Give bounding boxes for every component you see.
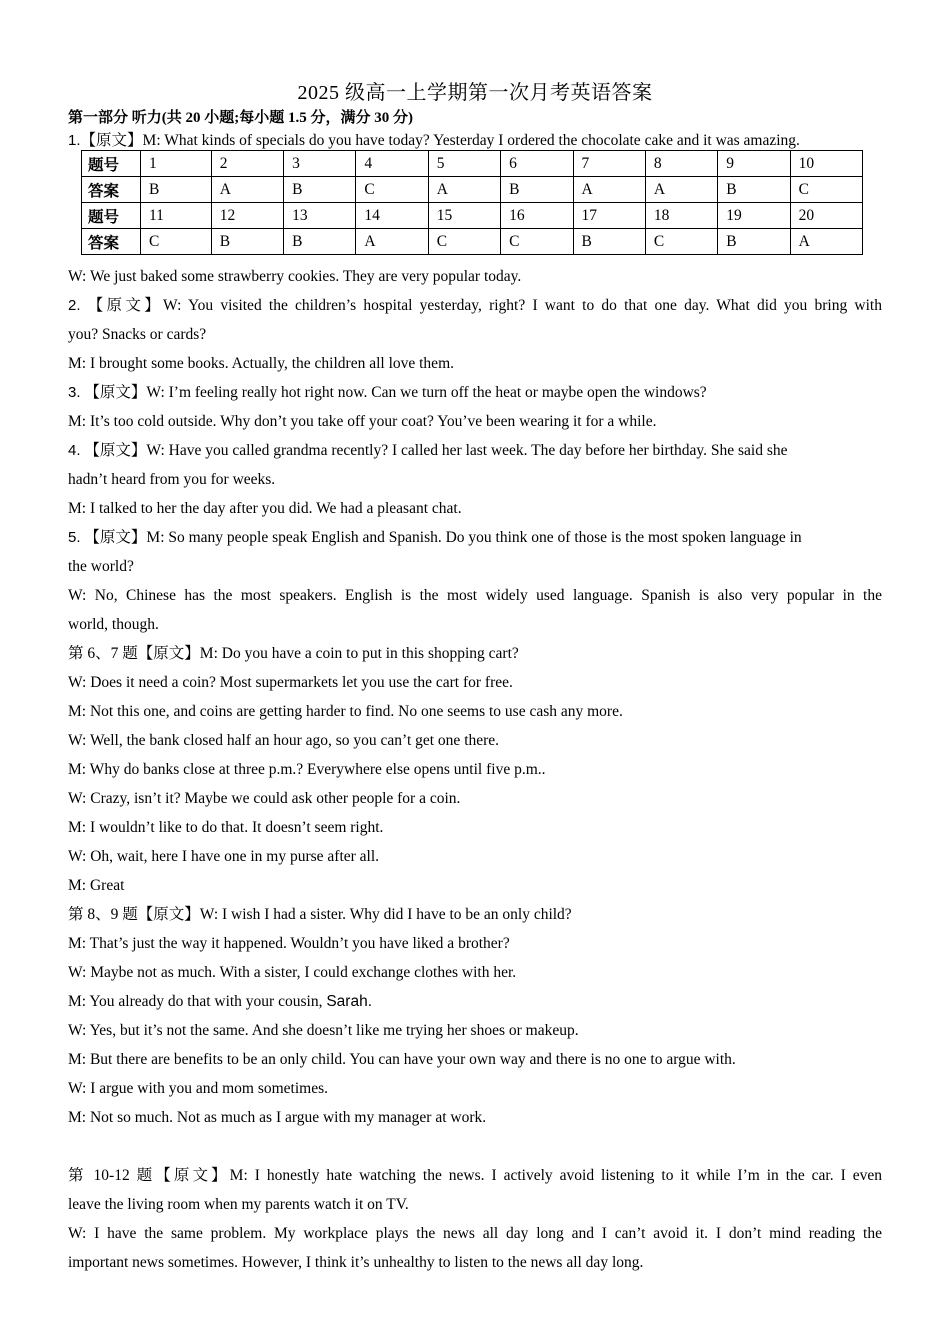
table-cell: 13	[284, 203, 356, 229]
transcript-line	[68, 987, 882, 1016]
transcript-line: M: Not this one, and coins are getting harder to find. No one seems to use cash any more.	[68, 703, 623, 720]
original-text-tag: 【原文】	[80, 132, 143, 149]
transcript-line	[68, 900, 882, 929]
transcript-line: important news sometimes. However, I think it’s unhealthy to listen to the news all day long.	[68, 1254, 644, 1271]
transcript-text: M: You already do that with your cousin,	[68, 993, 327, 1010]
transcript-line: the world?	[68, 558, 134, 575]
question-number: 4.	[68, 442, 81, 459]
answer-table-row	[82, 229, 863, 255]
transcript-line	[68, 291, 882, 320]
transcript-line: world, though.	[68, 616, 159, 633]
table-cell: A	[573, 177, 645, 203]
table-cell: A	[428, 177, 500, 203]
row-header: 题号	[82, 151, 141, 177]
table-cell: B	[141, 177, 212, 203]
table-cell: B	[718, 229, 790, 255]
transcript-line: M: I brought some books. Actually, the children all love them.	[68, 355, 454, 372]
table-cell: 4	[356, 151, 428, 177]
transcript-line	[68, 378, 882, 407]
answer-table	[81, 150, 863, 255]
paragraph-gap	[68, 1132, 882, 1161]
table-cell: 3	[284, 151, 356, 177]
table-cell: 9	[718, 151, 790, 177]
table-cell: C	[141, 229, 212, 255]
transcript-line	[68, 436, 882, 465]
row-header: 题号	[82, 203, 141, 229]
table-cell: 16	[501, 203, 573, 229]
original-text-tag: 【原文】	[137, 645, 200, 662]
transcript-line: M: That’s just the way it happened. Wouldn’t you have liked a brother?	[68, 935, 510, 952]
table-cell: 8	[645, 151, 717, 177]
table-cell: B	[211, 229, 283, 255]
transcript-line	[68, 639, 882, 668]
answer-table-row	[82, 203, 863, 229]
table-cell: C	[356, 177, 428, 203]
transcript-line: W: Oh, wait, here I have one in my purse after all.	[68, 848, 380, 865]
transcript-text: Sarah.	[326, 993, 372, 1010]
table-cell: C	[645, 229, 717, 255]
question-group-label: 第 10-12 题	[68, 1167, 156, 1184]
transcript-line: W: Well, the bank closed half an hour ago, so you can’t get one there.	[68, 732, 500, 749]
transcript-line: you? Snacks or cards?	[68, 326, 207, 343]
table-cell: 18	[645, 203, 717, 229]
transcript-body	[68, 262, 882, 1277]
table-cell: 17	[573, 203, 645, 229]
question-group-label: 第 8、9 题	[68, 906, 138, 923]
transcript-text: M: What kinds of specials do you have today? Yesterday I ordered the chocolate cake and it was amazing.	[142, 132, 800, 149]
row-header: 答案	[82, 177, 141, 203]
transcript-text: W: You visited the children’s hospital yesterday, right? I want to do that one day. What did you bring with	[163, 297, 882, 314]
transcript-text: W: I’m feeling really hot right now. Can we turn off the heat or maybe open the windows?	[146, 384, 707, 401]
table-cell: 12	[211, 203, 283, 229]
table-cell: 10	[790, 151, 862, 177]
transcript-line: M: But there are benefits to be an only child. You can have your own way and there is no one to argue with.	[68, 1051, 736, 1068]
transcript-line: W: Crazy, isn’t it? Maybe we could ask other people for a coin.	[68, 790, 461, 807]
transcript-line: W: Maybe not as much. With a sister, I could exchange clothes with her.	[68, 964, 517, 981]
table-cell: 11	[141, 203, 212, 229]
row-header: 答案	[82, 229, 141, 255]
table-cell: C	[428, 229, 500, 255]
table-cell: B	[573, 229, 645, 255]
original-text-tag: 【原文】	[155, 1167, 230, 1184]
table-cell: C	[501, 229, 573, 255]
table-cell: 15	[428, 203, 500, 229]
transcript-line: W: Yes, but it’s not the same. And she doesn’t like me trying her shoes or makeup.	[68, 1022, 579, 1039]
original-text-tag: 【原文】	[84, 529, 147, 546]
transcript-line: W: I have the same problem. My workplace plays the news all day long and I can’t avoid it. I don’t mind reading the	[68, 1225, 882, 1242]
original-text-tag: 【原文】	[84, 384, 147, 401]
answer-table-row	[82, 177, 863, 203]
transcript-line	[68, 1161, 882, 1190]
question-number: 1.	[68, 132, 81, 149]
transcript-line: M: I talked to her the day after you did. We had a pleasant chat.	[68, 500, 462, 517]
transcript-text: M: I honestly hate watching the news. I actively avoid listening to it while I’m in the car. I even	[229, 1167, 882, 1184]
table-cell: 14	[356, 203, 428, 229]
transcript-line: M: Not so much. Not as much as I argue with my manager at work.	[68, 1109, 487, 1126]
transcript-line: leave the living room when my parents watch it on TV.	[68, 1196, 409, 1213]
transcript-line: hadn’t heard from you for weeks.	[68, 471, 276, 488]
transcript-line: W: We just baked some strawberry cookies. They are very popular today.	[68, 268, 522, 285]
original-text-tag: 【原文】	[137, 906, 200, 923]
question-1-intro	[68, 128, 888, 150]
table-cell: 20	[790, 203, 862, 229]
transcript-line: M: Why do banks close at three p.m.? Everywhere else opens until five p.m..	[68, 761, 546, 778]
original-text-tag: 【原文】	[84, 442, 147, 459]
section-header: 第一部分 听力(共 20 小题;每小题 1.5 分，满分 30 分)	[68, 110, 413, 126]
table-cell: A	[790, 229, 862, 255]
transcript-line: W: I argue with you and mom sometimes.	[68, 1080, 329, 1097]
original-text-tag: 【原文】	[87, 297, 164, 314]
question-group-label: 第 6、7 题	[68, 645, 138, 662]
transcript-text: M: Do you have a coin to put in this shopping cart?	[199, 645, 519, 662]
table-cell: B	[501, 177, 573, 203]
transcript-line	[68, 523, 882, 552]
question-number: 5.	[68, 529, 81, 546]
answer-table-row	[82, 151, 863, 177]
table-cell: A	[356, 229, 428, 255]
table-cell: 1	[141, 151, 212, 177]
table-cell: A	[645, 177, 717, 203]
page-title: 2025 级高一上学期第一次月考英语答案	[297, 82, 653, 104]
table-cell: C	[790, 177, 862, 203]
question-number: 3.	[68, 384, 81, 401]
table-cell: 5	[428, 151, 500, 177]
transcript-line: W: Does it need a coin? Most supermarkets let you use the cart for free.	[68, 674, 513, 691]
table-cell: 7	[573, 151, 645, 177]
transcript-line: M: Great	[68, 877, 125, 894]
transcript-text: W: Have you called grandma recently? I called her last week. The day before her birthday. She said she	[146, 442, 788, 459]
table-cell: B	[284, 229, 356, 255]
transcript-text: M: So many people speak English and Spanish. Do you think one of those is the most spoken language in	[146, 529, 802, 546]
transcript-line: M: I wouldn’t like to do that. It doesn’t seem right.	[68, 819, 384, 836]
table-cell: 2	[211, 151, 283, 177]
question-number: 2.	[68, 297, 81, 314]
transcript-line: M: It’s too cold outside. Why don’t you take off your coat? You’ve been wearing it for a while.	[68, 413, 657, 430]
transcript-text: W: I wish I had a sister. Why did I have to be an only child?	[199, 906, 572, 923]
table-cell: B	[718, 177, 790, 203]
table-cell: 6	[501, 151, 573, 177]
transcript-line: W: No, Chinese has the most speakers. English is the most widely used language. Spanish is also very popular in the	[68, 587, 882, 604]
table-cell: 19	[718, 203, 790, 229]
table-cell: A	[211, 177, 283, 203]
table-cell: B	[284, 177, 356, 203]
